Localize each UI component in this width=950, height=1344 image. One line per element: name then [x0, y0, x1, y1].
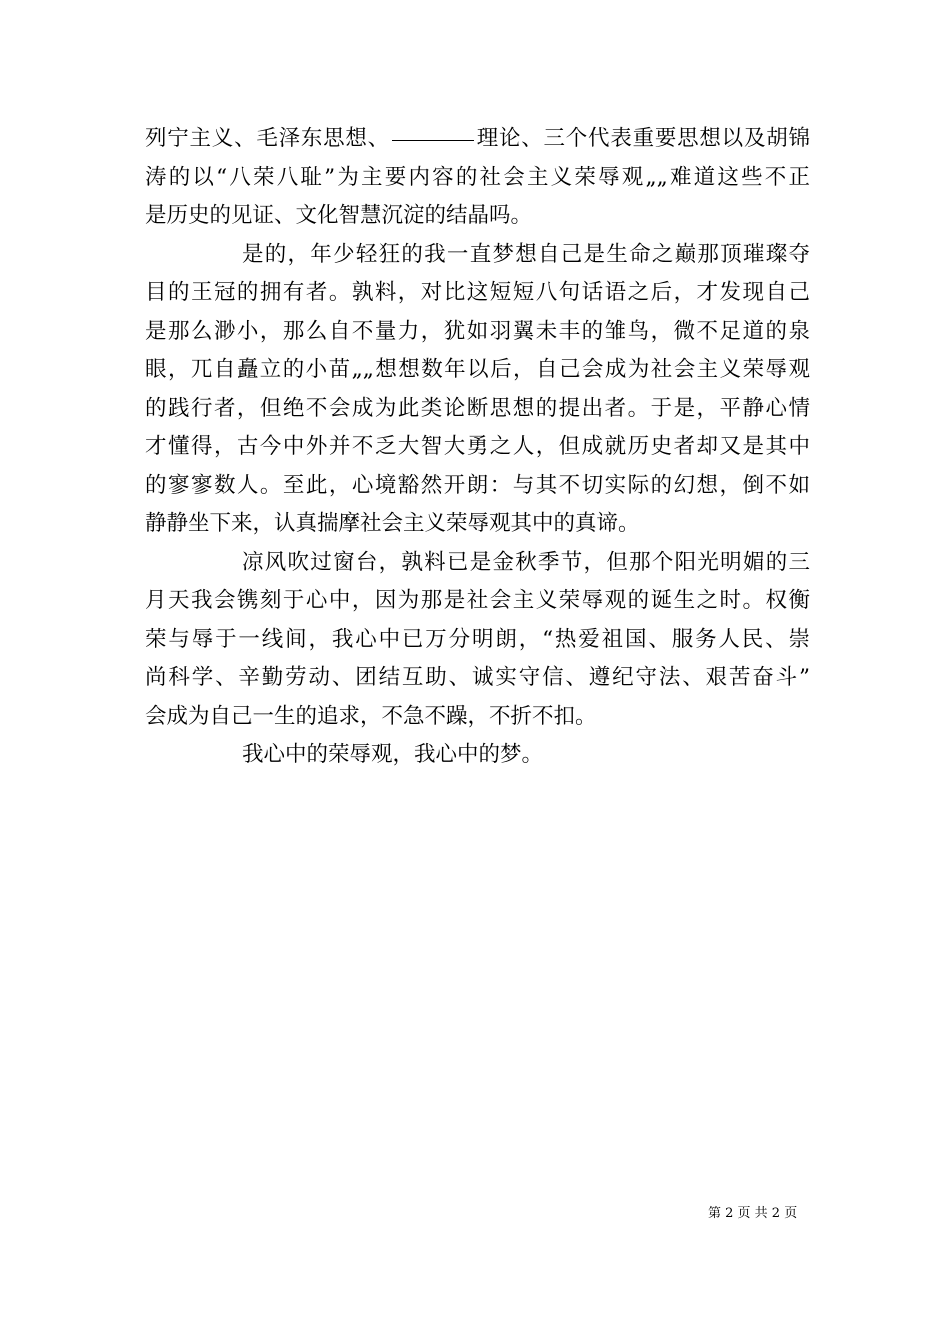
text-line: 月天我会镌刻于心中，因为那是社会主义荣辱观的诞生之时。权衡 [145, 588, 810, 613]
body-text [145, 120, 810, 775]
paragraph-2 [145, 236, 810, 544]
text-line: 涛的以“八荣八耻”为主要内容的社会主义荣辱观„„难道这些不正 [145, 164, 810, 190]
text-line: 会成为自己一生的追求，不急不躁，不折不扣。 [145, 703, 597, 729]
paragraph-4 [145, 736, 810, 775]
text-line: 的践行者，但绝不会成为此类论断思想的提出者。于是，平静心情 [145, 395, 810, 421]
paragraph-1 [145, 120, 810, 236]
text-line: 是的，年少轻狂的我一直梦想自己是生命之巅那顶璀璨夺 [242, 241, 810, 267]
text-line: 眼，兀自矗立的小苗„„想想数年以后，自己会成为社会主义荣辱观 [145, 357, 810, 382]
text-line [145, 120, 810, 159]
text-line: 荣与辱于一线间，我心中已万分明朗，“热爱祖国、服务人民、崇 [145, 626, 810, 652]
text-line: 静静坐下来，认真揣摩社会主义荣辱观其中的真谛。 [145, 511, 640, 536]
text-segment: 理论、三个代表重要思想以及胡锦 [475, 126, 810, 151]
text-segment: 列宁主义、毛泽东思想、 [145, 126, 390, 151]
text-line: 才懂得，古今中外并不乏大智大勇之人，但成就历史者却又是其中 [145, 434, 810, 459]
page-number-footer: 第 2 页 共 2 页 [708, 1206, 798, 1221]
text-line: 的寥寥数人。至此，心境豁然开朗：与其不切实际的幻想，倒不如 [145, 472, 810, 498]
text-line: 目的王冠的拥有者。孰料，对比这短短八句话语之后，才发现自己 [145, 280, 810, 305]
text-line: 是那么渺小，那么自不量力，犹如羽翼未丰的雏鸟，微不足道的泉 [145, 318, 810, 344]
text-line: 我心中的荣辱观，我心中的梦。 [242, 742, 544, 767]
paragraph-3 [145, 544, 810, 737]
text-line: 是历史的见证、文化智慧沉淀的结晶吗。 [145, 203, 533, 228]
text-line: 尚科学、辛勤劳动、团结互助、诚实守信、遵纪守法、艰苦奋斗” [145, 665, 810, 690]
fill-in-blank [392, 139, 474, 141]
text-line: 凉风吹过窗台，孰料已是金秋季节，但那个阳光明媚的三 [242, 549, 810, 575]
